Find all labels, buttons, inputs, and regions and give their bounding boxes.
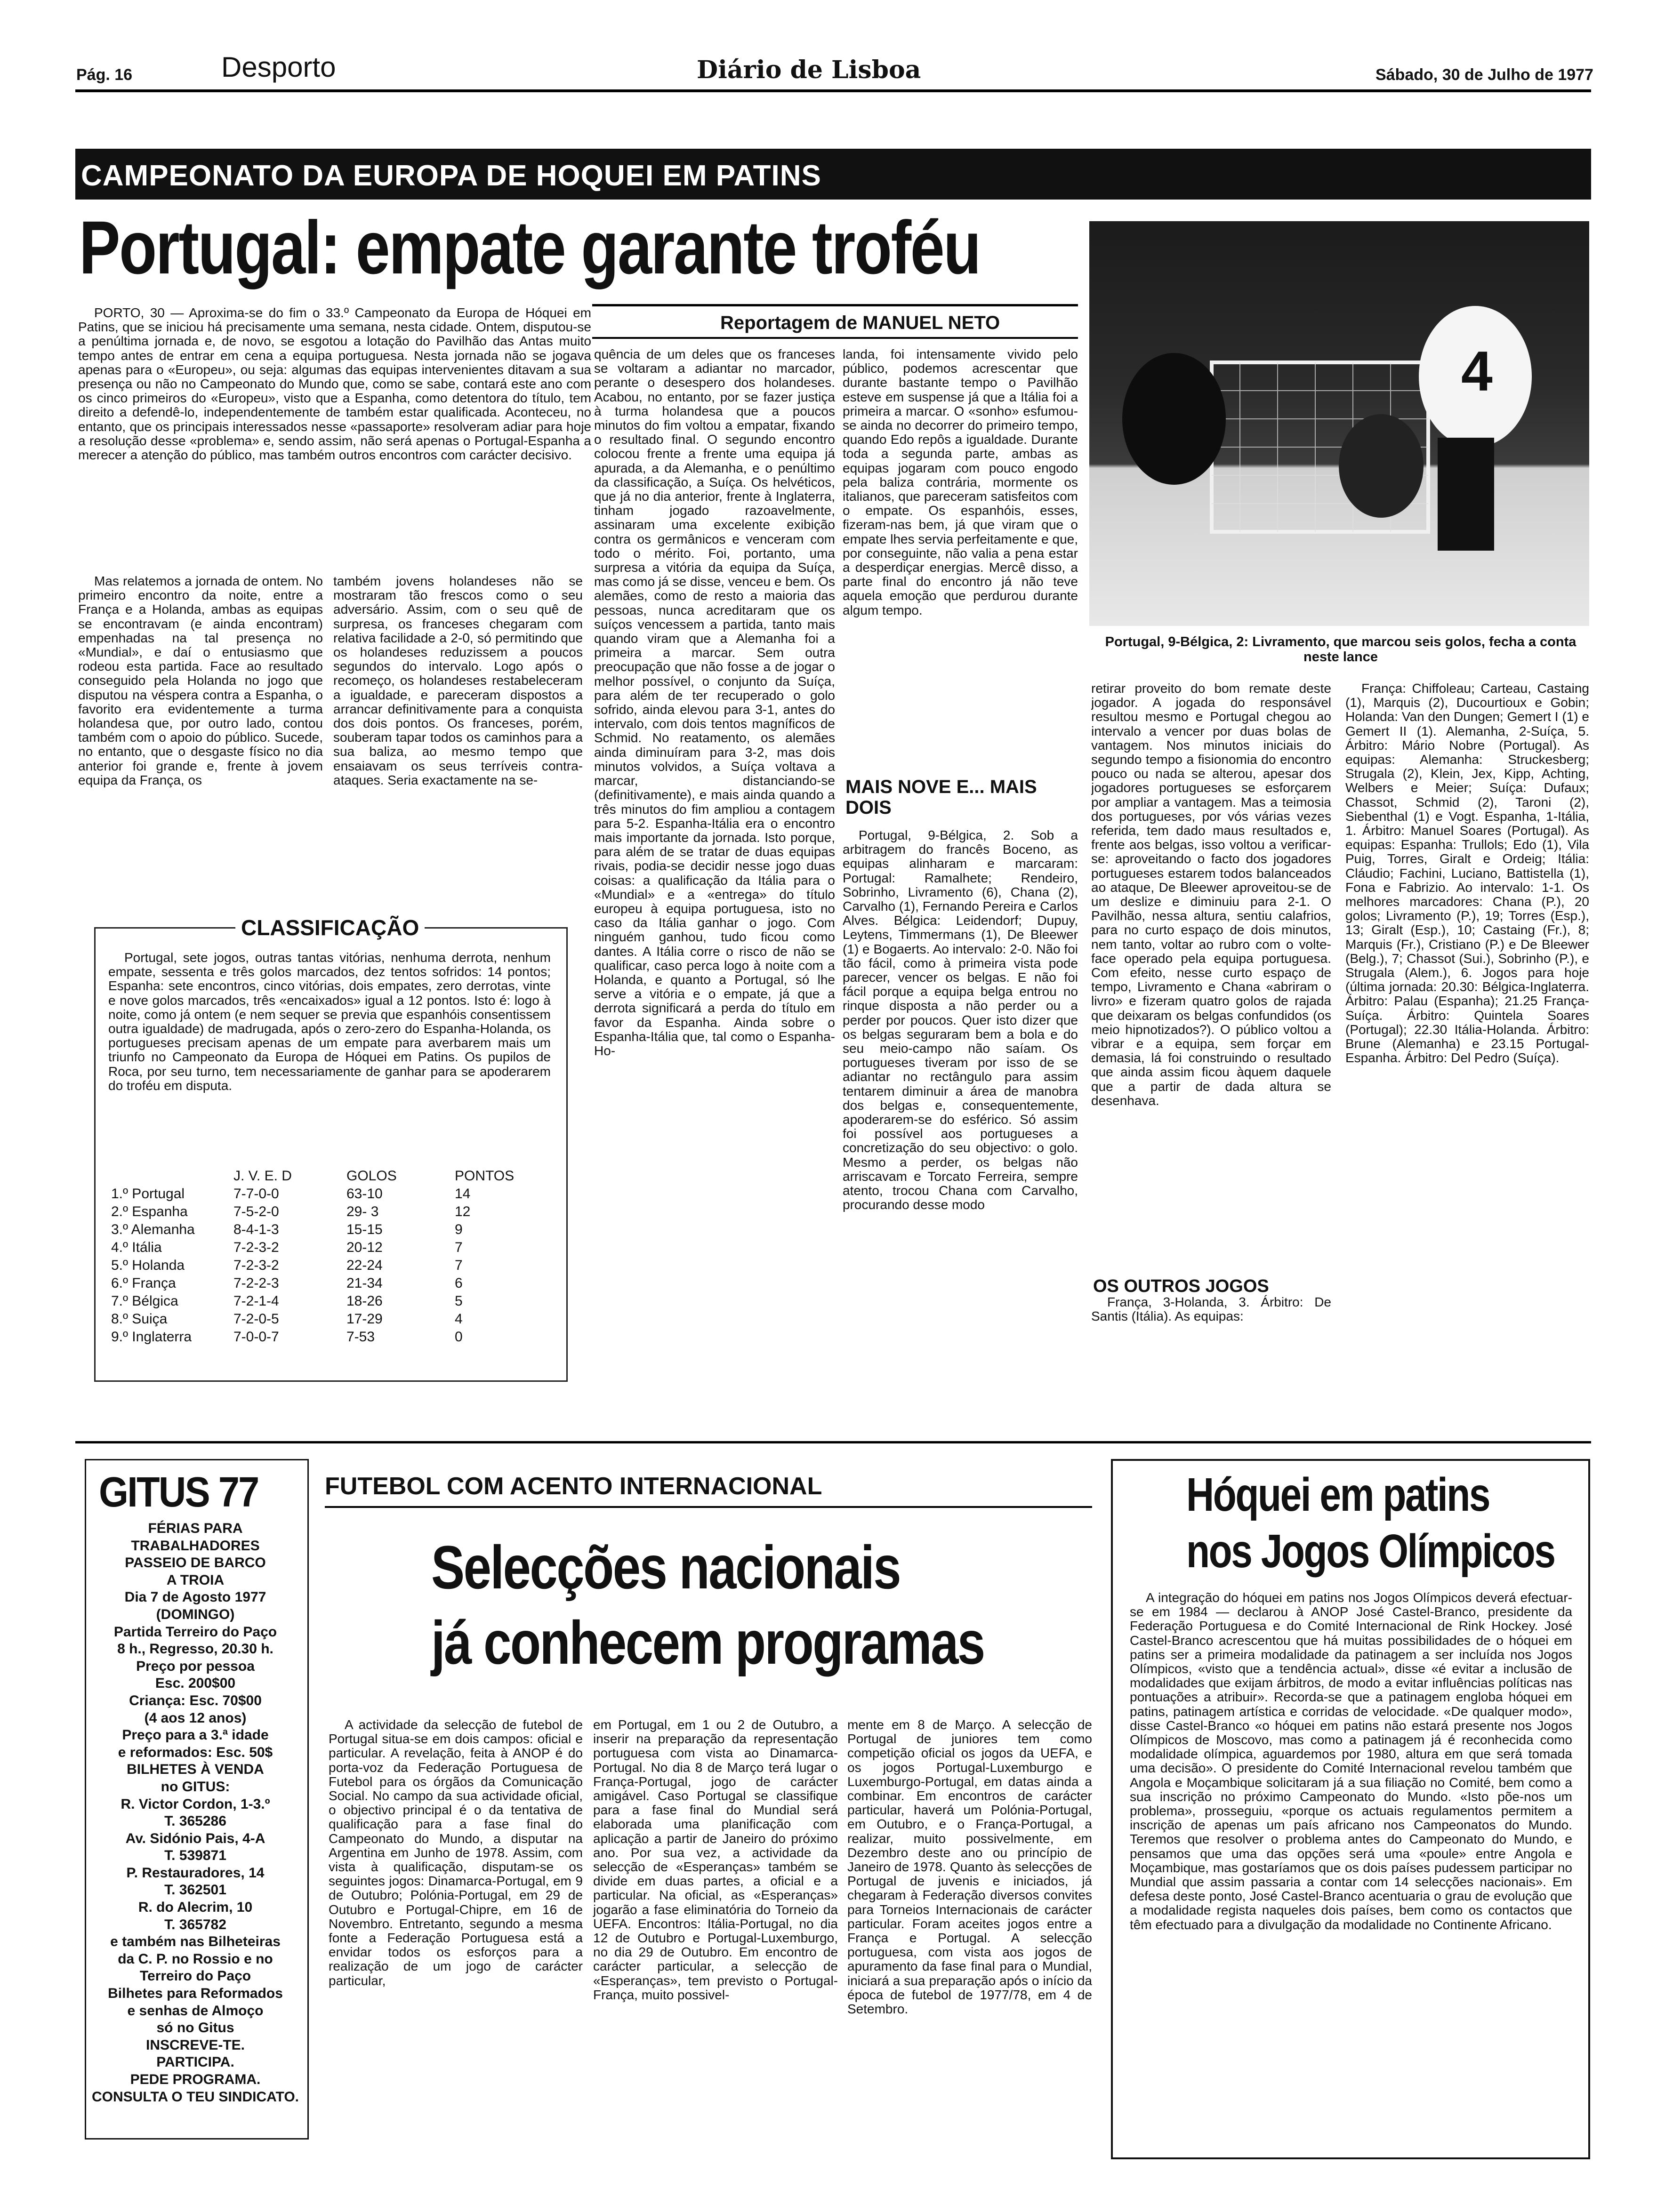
ad-line: T. 539871 bbox=[164, 1848, 226, 1864]
header-rule bbox=[75, 89, 1591, 92]
ad-line: T. 365286 bbox=[164, 1813, 226, 1829]
ad-line: P. Restauradores, 14 bbox=[126, 1865, 265, 1881]
page-number: Pág. 16 bbox=[76, 66, 133, 84]
table-cell: 7-53 bbox=[346, 1329, 375, 1345]
table-cell: 8.º Suiça bbox=[111, 1311, 168, 1327]
table-cell: 7 bbox=[455, 1240, 463, 1255]
table-cell: 29- 3 bbox=[346, 1204, 379, 1219]
futebol-col-2 bbox=[593, 1718, 838, 2002]
lede-paragraph: PORTO, 30 — Aproxima-se do fim o 33.º Campeonato da Europa de Hóquei em Patins, que se iniciou há precisamente uma semana, nesta cidade. Ontem, disputou-se a penúltima jornada e, de novo, se esgotou a lotação do Pavilhão das Antas muito tempo antes de entrar em cena a equipa portuguesa. Nesta jornada não se jogava apenas para o «Europeu», ou seja: algumas das equipas intervenientes ditavam a sua presença ou não no Campeonato do Mundo que, como se sabe, contará este ano com os cinco primeiros do «Europeu», visto que a Espanha, como detentora do título, tem direito a defendê-lo, independentemente de também estar qualificada. Aconteceu, no entanto, que os principais interessados nesse «passaporte» resolveram adiar para hoje a resolução desse «problema» e, sendo assim, não será apenas o Portugal-Espanha a merecer a atenção do público, mas também outros encontros com carácter decisivo. bbox=[78, 305, 591, 463]
ad-line: Esc. 200$00 bbox=[155, 1675, 236, 1691]
ad-line: R. do Alecrim, 10 bbox=[138, 1899, 253, 1915]
futebol-headline-2: já conhecem programas bbox=[431, 1608, 984, 1677]
table-cell: 63-10 bbox=[346, 1186, 383, 1202]
table-row bbox=[111, 1203, 535, 1221]
article-col-3 bbox=[594, 347, 835, 1326]
ad-line: CONSULTA O TEU SINDICATO. bbox=[92, 2089, 299, 2105]
ad-line: PARTICIPA. bbox=[156, 2054, 234, 2070]
table-cell: 8-4-1-3 bbox=[233, 1222, 279, 1237]
col5b-text: França, 3-Holanda, 3. Árbitro: De Santis (Itália). As equipas: bbox=[1091, 1295, 1331, 1324]
classification-text bbox=[108, 951, 551, 1093]
standings-body bbox=[111, 1185, 535, 1346]
olympics-headline-1: Hóquei em patins bbox=[1186, 1468, 1490, 1521]
col5-text: retirar proveito do bom remate deste jogador. A jogada do responsável resultou mesmo e Portugal chegou ao intervalo a vencer por duas bolas de vantagem. Nos minutos iniciais do segundo tempo a fisionomia do encontro pouco ou nada se alterou, apesar dos jogadores portugueses se esforçarem por ampliar a vantagem. Mas a teimosia dos portugueses, por vós várias vezes referida, tem dado maus resultados e, frente aos belgas, isso voltou a verificar-se: aproveitando o facto dos jogadores portugueses estarem todos balanceados ao ataque, De Bleewer aproveitou-se de um deslize e diminuiu para 2-1. O Pavilhão, nessa altura, sentiu calafrios, para no curto espaço de dois minutos, nem tanto, voltar ao rubro com o volte-face operado pela equipa portuguesa. Com efeito, nesse curto espaço de tempo, Livramento e Chana «abriram o livro» e fizeram quatro golos de rajada que deixaram os belgas confundidos (os meio hipnotizados?). O público voltou a vibrar e a equipa, sem forçar em demasia, lá foi construindo o resultado que ainda assim ficou àquem daquele que a partir de dada altura se desenhava. bbox=[1091, 681, 1331, 1108]
table-cell: 18-26 bbox=[346, 1293, 383, 1309]
classification-paragraph: Portugal, sete jogos, outras tantas vitórias, nenhuma derrota, nenhum empate, sessenta e três golos marcados, dez tentos sofridos: 14 pontos; Espanha: sete encontros, cinco vitórias, dois empates, zero derrotas, vinte e nove golos marcados, três «encaixados» igual a 12 pontos. Isto é: logo à noite, como já ontem (e nem sequer se previa que espanhóis consentissem outra igualdade) de madrugada, após o zero-zero do Espanha-Holanda, os portugueses precisam apenas de um empate para averbarem mais um triunfo no Campeonato da Europa de Hóquei em Patins. Os pupilos de Roca, por seu turno, tem necessariamente de ganhar para se apoderarem do troféu em disputa. bbox=[108, 950, 551, 1093]
byline-rule-bottom bbox=[592, 337, 1078, 339]
ad-line: T. 362501 bbox=[164, 1882, 226, 1898]
table-cell: 2.º Espanha bbox=[111, 1204, 188, 1219]
col6-text: França: Chiffoleau; Carteau, Castaing (1), Marquis (2), Ducourtioux e Gobin; Holanda: Van den Dungen; Gemert I (1) e Gemert II (1). Alemanha, 2-Suíça, 5. Árbitro: Mário Nobre (Portugal). As equipas: Alemanha: Struckesberg; Strugala (2), Klein, Jex, Kipp, Achting, Welbers e Meier; Suíça: Dufaux; Chassot, Schmid (2), Taroni (2), Siebenthal (1) e Vogt. Espanha, 1-Itália, 1. Árbitro: Manuel Soares (Portugal). As equipas: Espanha: Trullols; Edo (1), Vila Puig, Torres, Giralt e Ordeig; Itália: Cláudio; Fachini, Luciano, Battistella (1), Fona e Fabrizio. Ao intervalo: 1-1. Os melhores marcadores: Chana (P.), 20 golos; Livramento (P.), 19; Torres (Esp.), 13; Giralt (Esp.), 10; Castaing (Fr.), 8; Marquis (Fr.), Cristiano (P.) e De Bleewer (Belg.), 7; Chassot (Sui.), Sobrinho (P.), e Strugala (Alem.), 6. Jogos para hoje (última jornada: 20.30: Bélgica-Inglaterra. Árbitro: Palau (Espanha); 21.25 França-Suíça. Árbitro: Quintela Soares (Portugal); 22.30 Itália-Holanda. Árbitro: Brune (Alemanha) e 23.15 Portugal-Espanha. Árbitro: Del Pedro (Suíça). bbox=[1345, 681, 1589, 1066]
subhead-outros-jogos: OS OUTROS JOGOS bbox=[1093, 1276, 1269, 1296]
table-cell: 14 bbox=[455, 1186, 471, 1202]
ad-line: e também nas Bilheteiras bbox=[110, 1934, 281, 1950]
header-cell: J. V. E. D bbox=[233, 1168, 292, 1184]
ad-line: TRABALHADORES bbox=[131, 1538, 260, 1554]
championship-banner bbox=[75, 149, 1591, 200]
table-cell: 6.º França bbox=[111, 1275, 176, 1291]
article-lede bbox=[78, 306, 591, 462]
table-cell: 15-15 bbox=[346, 1222, 383, 1237]
photo-caption: Portugal, 9-Bélgica, 2: Livramento, que marcou seis golos, fecha a conta neste lance bbox=[1105, 634, 1577, 665]
article-col-2 bbox=[333, 574, 583, 787]
futebol-col3-text: mente em 8 de Março. A selecção de Portugal de juniores tem como competição oficial os jogos da UEFA, e os jogos Portugal-Luxemburgo e Luxemburgo-Portugal, em datas ainda a combinar. Em encontros de carácter particular, haverá um Polónia-Portugal, em Outubro, e o França-Portugal, a realizar, muito possivelmente, em Dezembro deste ano ou princípio de Janeiro de 1978. Quanto às selecções de Portugal de juvenis e iniciados, já chegaram à Federação diversos convites para Torneios Internacionais de carácter particular. Foram aceites jogos entre a França e Portugal. A selecção portuguesa, com vista aos jogos de apuramento da fase final para o Mundial, iniciará a sua preparação após o início da época de futebol de 1977/78, em 4 de Setembro. bbox=[847, 1717, 1092, 2017]
table-cell: 4 bbox=[455, 1311, 463, 1327]
masthead: Diário de Lisboa bbox=[697, 56, 921, 84]
article-col-1 bbox=[78, 574, 323, 787]
col4-text: landa, foi intensamente vivido pelo público, podemos acrescentar que durante bastante tempo o Pavilhão esteve em suspense já que a Itália foi a primeira a marcar. O «sonho» esfumou-se ainda no decorrer do primeiro tempo, quando Edo repôs a igualdade. Durante toda a segunda parte, ambas as equipas jogaram com pouco engodo pela baliza contrária, mormente os italianos, que pareceram satisfeitos com o empate. Os espanhóis, esses, fizeram-nas bem, já que viram que o empate lhes servia perfeitamente e que, por conseguinte, não valia a pena estar a desperdiçar energias. Mercê disso, a parte final do encontro já não teve aquela emoção que perdurou durante algum tempo. bbox=[843, 347, 1078, 617]
header-cell: PONTOS bbox=[455, 1168, 515, 1184]
table-cell: 6 bbox=[455, 1275, 463, 1291]
table-cell: 7-2-1-4 bbox=[233, 1293, 279, 1309]
article-col-6 bbox=[1345, 681, 1589, 1331]
article-col-4b bbox=[843, 828, 1078, 1327]
ad-line: (4 aos 12 anos) bbox=[144, 1710, 247, 1726]
header-cell: GOLOS bbox=[346, 1168, 397, 1184]
ad-line: Bilhetes para Reformados bbox=[108, 1986, 283, 2002]
match-photo bbox=[1089, 221, 1589, 626]
svg-text:4: 4 bbox=[1461, 340, 1493, 403]
table-cell: 21-34 bbox=[346, 1275, 383, 1291]
col3-text: quência de um deles que os franceses se voltaram a adiantar no marcador, perante o desespero dos holandeses. Acabou, no entanto, por se fazer justiça à turma holandesa que a poucos minutos do fim voltou a empatar, fixando o resultado final. O segundo encontro colocou frente a frente uma equipa já apurada, a da Alemanha, e o penúltimo da classificação, a Suíça. Os helvéticos, que já no dia anterior, frente à Inglaterra, tinham jogado razoavelmente, assinaram uma excelente exibição contra os germânicos e venceram com todo o mérito. Foi, portanto, uma surpresa a vitória da equipa da Suíça, mas como já se disse, venceu e bem. Os alemães, como de resto a maioria das pessoas, nunca acreditaram que os suíços vencessem a partida, tanto mais quando viram que a Alemanha foi a primeira a marcar. Sem outra preocupação que não fosse a de jogar o melhor possível, o conjunto da Suíça, para além de ter recuperado o golo sofrido, ainda elevou para 3-1, antes do intervalo, com dois tentos magníficos de Schmid. No reatamento, os alemães ainda diminuíram para 3-2, mas dois minutos volvidos, a Suíça voltava a marcar, distanciando-se (definitivamente), e mais ainda quando a três minutos do fim ampliou a contagem para 5-2. Espanha-Itália era o encontro mais importante da jornada. Isto porque, para além de se tratar de duas equipas rivais, podia-se decidir nesse jogo duas coisas: a qualificação da Itália para o «Mundial» e a «entrega» do título europeu à equipa portuguesa, isto no caso da Itália ganhar o jogo. Com ninguém ganhou, tudo ficou como dantes. A Itália corre o risco de não se qualificar, caso perca logo à noite com a Holanda, e quanto a Portugal, só lhe serve a vitória e o empate, já que a derrota significará a perda do título em favor da Espanha. Ainda sobre o Espanha-Itália que, tal como o Espanha-Ho- bbox=[594, 347, 835, 1058]
futebol-col-3 bbox=[847, 1718, 1092, 2016]
futebol-kicker: FUTEBOL COM ACENTO INTERNACIONAL bbox=[325, 1473, 822, 1500]
table-row bbox=[111, 1274, 535, 1292]
standings-table-wrap bbox=[111, 1167, 549, 1346]
byline: Reportagem de MANUEL NETO bbox=[720, 313, 1000, 333]
olympics-text bbox=[1130, 1591, 1572, 1932]
ad-line: PEDE PROGRAMA. bbox=[130, 2072, 261, 2087]
table-cell: 0 bbox=[455, 1329, 463, 1345]
col1-text: Mas relatemos a jornada de ontem. No primeiro encontro da noite, entre a França e a Holanda, ambas as equipas se encontravam (e ainda encontram) empenhadas na tal presença no «Mundial», e daí o entusiasmo que rodeou esta partida. Face ao resultado conseguido pela Holanda no jogo que disputou na véspera contra a Espanha, o favorito era evidentemente a turma holandesa que, por outro lado, contou também com o apoio do público. Sucede, no entanto, que o desgaste físico no dia anterior foi grande e, frente à jovem equipa da França, os bbox=[78, 574, 323, 787]
standings-table bbox=[111, 1167, 535, 1346]
standings-header-row bbox=[111, 1167, 535, 1185]
table-cell: 7.º Bélgica bbox=[111, 1293, 178, 1309]
ad-line: Terreiro do Paço bbox=[139, 1968, 251, 1984]
ad-line: PASSEIO DE BARCO bbox=[125, 1555, 266, 1571]
table-row bbox=[111, 1328, 535, 1346]
table-row bbox=[111, 1257, 535, 1274]
subhead-mais-nove: MAIS NOVE E... MAIS DOIS bbox=[845, 777, 1037, 818]
table-row bbox=[111, 1310, 535, 1328]
byline-rule-top bbox=[592, 304, 1078, 306]
futebol-headline-1: Selecções nacionais bbox=[431, 1533, 901, 1602]
table-cell: 5.º Holanda bbox=[111, 1258, 185, 1273]
table-cell: 7-2-2-3 bbox=[233, 1275, 279, 1291]
col4b-text: Portugal, 9-Bélgica, 2. Sob a arbitragem do francês Boceno, as equipas alinharam e marcaram: Portugal: Ramalhete; Rendeiro, Sobrinho, Livramento (6), Chana (2), Carvalho (1), Fernando Pereira e Carlos Alves. Bélgica: Leidendorf; Dupuy, Leytens, Timmermans (1), De Bleewer (1) e Bogaerts. Ao intervalo: 2-0. Não foi tão fácil, como à primeira vista pode parecer, vencer os belgas. E não foi fácil porque a equipa belga entrou no rinque disposta a não perder ou a perder por poucos. Quer isto dizer que os belgas seguraram bem a bola e do seu meio-campo não saíam. Os portugueses tiveram por isso de se adiantar no rectângulo para assim tentarem diminuir a área de manobra dos belgas e, consequentemente, apoderarem-se do esférico. Só assim foi possível aos portugueses a concretização do seu objectivo: o golo. Mesmo a perder, os belgas não arriscavam e Torcato Ferreira, sempre atento, trocou Chana com Carvalho, procurando desse modo bbox=[843, 828, 1078, 1212]
gitus-ad-lines bbox=[89, 1520, 301, 2106]
table-cell: 5 bbox=[455, 1293, 463, 1309]
table-cell: 22-24 bbox=[346, 1258, 383, 1273]
ad-line: Dia 7 de Agosto 1977 bbox=[124, 1589, 266, 1605]
futebol-col2-text: em Portugal, em 1 ou 2 de Outubro, a inserir na preparação da representação portuguesa com vista ao Dinamarca-Portugal. No dia 8 de Março terá lugar o França-Portugal, jogo de carácter amigável. Caso Portugal se classifique para a fase final do Mundial será elaborada uma planificação com aplicação a partir de Janeiro do próximo ano. Por sua vez, a actividade da selecção de «Esperanças» também se divide em duas partes, a oficial e a particular. Na oficial, as «Esperanças» jogarão a fase eliminatória do Torneio da UEFA. Encontros: Itália-Portugal, no dia 12 de Outubro e Portugal-Luxemburgo, no dia 29 de Outubro. Em encontro de carácter particular, a selecção de «Esperanças», tem previsto o Portugal-França, muito possivel- bbox=[593, 1717, 838, 2002]
article-col-5 bbox=[1091, 681, 1331, 1274]
photo-illustration bbox=[1089, 221, 1589, 626]
table-row bbox=[111, 1221, 535, 1239]
main-headline: Portugal: empate garante troféu bbox=[79, 205, 980, 289]
futebol-rule bbox=[325, 1506, 1092, 1508]
ad-line: e senhas de Almoço bbox=[127, 2003, 264, 2019]
table-cell: 7 bbox=[455, 1258, 463, 1273]
ad-line: só no Gitus bbox=[156, 2020, 234, 2036]
ad-line: e reformados: Esc. 50$ bbox=[118, 1744, 273, 1760]
ad-line: Partida Terreiro do Paço bbox=[113, 1624, 277, 1640]
ad-line: A TROIA bbox=[166, 1572, 225, 1588]
article-col-5b bbox=[1091, 1295, 1331, 1323]
header-cell bbox=[111, 1167, 233, 1185]
table-row bbox=[111, 1185, 535, 1203]
table-cell: 9 bbox=[455, 1222, 463, 1237]
table-cell: 7-2-3-2 bbox=[233, 1240, 279, 1255]
futebol-col-1 bbox=[329, 1718, 583, 1988]
table-cell: 7-2-0-5 bbox=[233, 1311, 279, 1327]
ad-line: Preço por pessoa bbox=[136, 1658, 255, 1674]
col2-text: também jovens holandeses não se mostraram tão frescos como o seu adversário. Assim, com o seu quê de surpresa, os franceses chegaram com relativa facilidade a 2-0, só permitindo que os holandeses reduzissem a poucos segundos do intervalo. Logo após o recomeço, os holandeses restabeleceram a igualdade, e pareceram dispostos a arrancar definitivamente para a conquista dos dois pontos. Os franceses, porém, souberam tapar todos os caminhos para a sua baliza, ao mesmo tempo que ensaiavam os seus terríveis contra-ataques. Seria exactamente na se- bbox=[333, 574, 583, 787]
issue-date: Sábado, 30 de Julho de 1977 bbox=[1375, 66, 1593, 84]
ad-line: Preço para a 3.ª idade bbox=[122, 1727, 269, 1743]
olympics-paragraph: A integração do hóquei em patins nos Jogos Olímpicos deverá efectuar-se em 1984 — declarou à ANOP José Castel-Branco, presidente da Federação Portuguesa e do Comité Internacional de Rink Hockey. José Castel-Branco acrescentou que há muitas possibilidades de o hóquei em patins ser a primeira modalidade da patinagem a ser incluída nos Jogos Olímpicos, «visto que a tendência actual», disse «é evitar a inclusão de modalidades que exijam árbitros, de modo a evitar influências políticas nas pontuações a atribuir». Recorda-se que a patinagem engloba hóquei em patins, patinagem artística e corridas de velocidade. «De qualquer modo», disse Castel-Branco «o hóquei em patins não estará presente nos Jogos Olímpicos de Moscovo, mas como a patinagem já é reconhecida como modalidade olímpica, aguardemos por 1980, altura em que será tomada uma decisão». O presidente do Comité Internacional revelou também que Angola e Moçambique solicitaram já a sua filiação no Comité, bem como a sua inscrição no próximo Campeonato do Mundo. «Isto põe-nos um problema», prosseguiu, «porque os actuais regulamentos permitem a inscrição de apenas um país africano nos Campeonatos do Mundo. Teremos que resolver o problema antes do Campeonato do Mundo, e pensamos que uma das opções será uma «poule» entre Angola e Moçambique, mas gostaríamos que os dois países pudessem participar no Mundial que assim passaria a contar com 14 selecções nacionais». Em defesa deste ponto, José Castel-Branco acentuaria o grau de evolução que a modalidade regista naqueles dois países, bem como os contactos que têm efectuado para a divulgação da modalidade no Continente Africano. bbox=[1130, 1590, 1572, 1932]
table-cell: 7-5-2-0 bbox=[233, 1204, 279, 1219]
ad-line: T. 365782 bbox=[164, 1916, 226, 1932]
olympics-headline-2: nos Jogos Olímpicos bbox=[1186, 1525, 1555, 1578]
table-row bbox=[111, 1239, 535, 1257]
ad-line: Criança: Esc. 70$00 bbox=[129, 1692, 262, 1708]
ad-line: BILHETES À VENDA bbox=[127, 1762, 264, 1778]
table-cell: 3.º Alemanha bbox=[111, 1222, 195, 1237]
ad-line: 8 h., Regresso, 20.30 h. bbox=[117, 1641, 273, 1657]
classification-title: CLASSIFICAÇÃO bbox=[235, 915, 425, 940]
table-cell: 12 bbox=[455, 1204, 471, 1219]
futebol-col1-text: A actividade da selecção de futebol de Portugal situa-se em dois campos: oficial e particular. A revelação, feita à ANOP é do porta-voz da Federação Portuguesa de Futebol para os órgãos da Comunicação Social. No campo da sua actividade oficial, o objectivo principal é o da tentativa de qualificação para a fase final do Campeonato do Mundo, a disputar na Argentina em Junho de 1978. Assim, com vista à qualificação, disputam-se os seguintes jogos: Dinamarca-Portugal, em 9 de Outubro; Polónia-Portugal, em 29 de Outubro e Portugal-Chipre, em 16 de Novembro. Entretanto, segundo a mesma fonte a Federação Portuguesa está a envidar todos os esforços para a realização de um jogo de carácter particular, bbox=[329, 1717, 583, 1988]
bottom-section-rule bbox=[75, 1441, 1591, 1443]
table-cell: 20-12 bbox=[346, 1240, 383, 1255]
ad-line: (DOMINGO) bbox=[156, 1606, 235, 1622]
ad-line: INSCREVE-TE. bbox=[145, 2037, 245, 2053]
ad-line: R. Victor Cordon, 1-3.º bbox=[121, 1796, 270, 1812]
article-col-4 bbox=[843, 347, 1078, 617]
ad-line: FÉRIAS PARA bbox=[148, 1521, 243, 1536]
table-cell: 1.º Portugal bbox=[111, 1186, 185, 1202]
table-cell: 7-0-0-7 bbox=[233, 1329, 279, 1345]
table-cell: 4.º Itália bbox=[111, 1240, 162, 1255]
table-cell: 17-29 bbox=[346, 1311, 383, 1327]
table-row bbox=[111, 1292, 535, 1310]
table-cell: 7-7-0-0 bbox=[233, 1186, 279, 1202]
banner-text: CAMPEONATO DA EUROPA DE HOQUEI EM PATINS bbox=[81, 160, 821, 192]
table-cell: 9.º Inglaterra bbox=[111, 1329, 192, 1345]
gitus-ad-title: GITUS 77 bbox=[99, 1469, 258, 1516]
ad-line: no GITUS: bbox=[161, 1779, 230, 1795]
table-cell: 7-2-3-2 bbox=[233, 1258, 279, 1273]
section-label: Desporto bbox=[221, 51, 336, 83]
ad-line: Av. Sidónio Pais, 4-A bbox=[125, 1830, 265, 1846]
ad-line: da C. P. no Rossio e no bbox=[118, 1951, 273, 1967]
